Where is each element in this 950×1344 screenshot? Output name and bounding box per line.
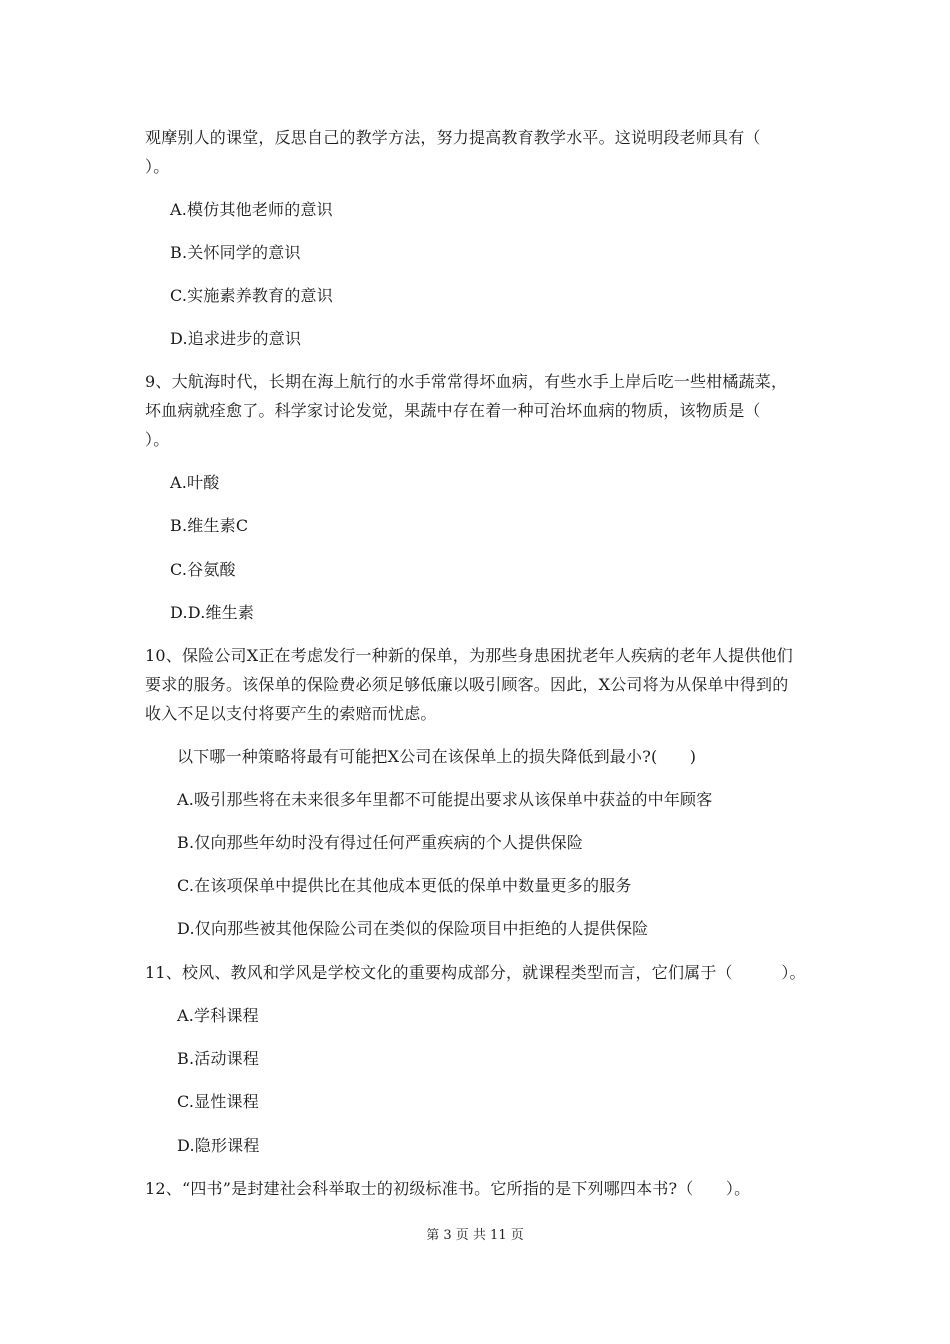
question-12-stem-line: 12、“四书”是封建社会科举取士的初级标准书。它所指的是下列哪四本书?（ ）。 [145, 1179, 751, 1198]
question-10-option-b: B.仅向那些年幼时没有得过任何严重疾病的个人提供保险 [177, 833, 584, 852]
question-8-option-b: B.关怀同学的意识 [170, 243, 301, 262]
question-8-option-d: D.追求进步的意识 [170, 329, 302, 348]
question-10-option-a: A.吸引那些将在未来很多年里都不可能提出要求从该保单中获益的中年顾客 [177, 790, 713, 809]
question-9-stem-line: 9、大航海时代，长期在海上航行的水手常常得坏血病，有些水手上岸后吃一些柑橘蔬菜， [145, 372, 788, 391]
question-9-option-d: D.D.维生素 [170, 603, 255, 622]
question-8-stem-line: ）。 [145, 157, 170, 176]
question-9-stem-line: ）。 [145, 430, 170, 449]
question-8-option-a: A.模仿其他老师的意识 [170, 200, 333, 219]
question-9-stem-line: 坏血病就痊愈了。科学家讨论发觉，果蔬中存在着一种可治坏血病的物质，该物质是（ [145, 401, 761, 420]
question-11-option-d: D.隐形课程 [177, 1136, 260, 1155]
question-11-stem-line: 11、校风、教风和学风是学校文化的重要构成部分，就课程类型而言，它们属于（ ）。 [145, 963, 806, 982]
question-10-stem-line: 10、保险公司X正在考虑发行一种新的保单，为那些身患困扰老年人疾病的老年人提供他们 [145, 646, 793, 665]
question-8-option-c: C.实施素养教育的意识 [170, 286, 333, 305]
page-number-footer: 第 3 页 共 11 页 [426, 1228, 524, 1243]
question-10-stem-line: 要求的服务。该保单的保险费必须足够低廉以吸引顾客。因此，X公司将为从保单中得到的 [145, 675, 789, 694]
question-11-option-c: C.显性课程 [177, 1092, 259, 1111]
question-9-option-a: A.叶酸 [170, 473, 220, 492]
question-9-option-c: C.谷氨酸 [170, 560, 236, 579]
question-10-option-d: D.仅向那些被其他保险公司在类似的保险项目中拒绝的人提供保险 [177, 919, 649, 938]
question-11-option-b: B.活动课程 [177, 1049, 260, 1068]
question-10-option-c: C.在该项保单中提供比在其他成本更低的保单中数量更多的服务 [177, 876, 632, 895]
question-11-option-a: A.学科课程 [177, 1006, 259, 1025]
question-9-option-b: B.维生素C [170, 516, 249, 535]
question-10-stem-line: 收入不足以支付将要产生的索赔而忧虑。 [145, 704, 437, 723]
question-10-prompt: 以下哪一种策略将最有可能把X公司在该保单上的损失降低到最小?( ) [177, 747, 697, 766]
question-8-stem-line: 观摩别人的课堂，反思自己的教学方法，努力提高教育教学水平。这说明段老师具有（ [145, 128, 761, 147]
